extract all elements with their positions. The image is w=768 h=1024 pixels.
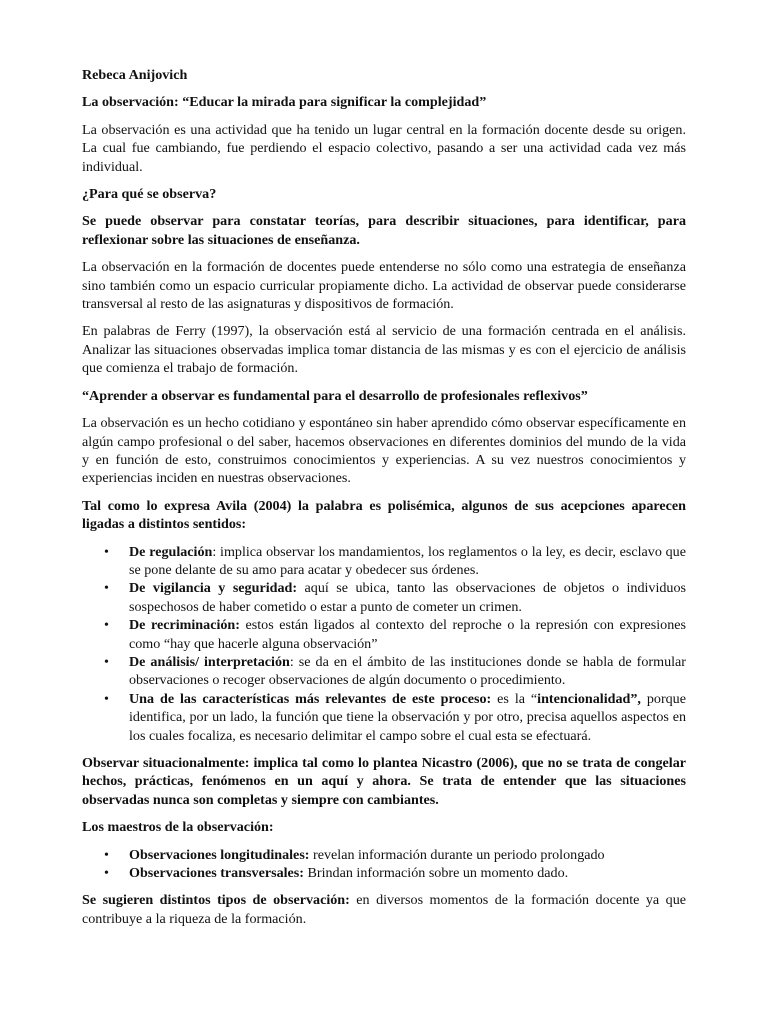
- list-item: [104, 579, 686, 616]
- list-item-text: : se da en el ámbito de las instituciones donde se habla de formular observaciones o recoger observaciones de algún documento o procedimiento.: [129, 653, 686, 689]
- paragraph-ferry: En palabras de Ferry (1997), la observación está al servicio de una formación centrada en el análisis. Analizar las situaciones observadas implica tomar distancia de las mismas y es con el ejercicio de análisis que comienza el trabajo de formación.: [82, 323, 686, 377]
- list-item-text: aquí se ubica, tanto las observaciones de objetos o individuos sospechosos de haber cometido o estar a punto de cometer un crimen.: [129, 580, 686, 615]
- list-item: [104, 543, 686, 580]
- paragraph-sugieren-term: Se sugieren distintos tipos de observación:: [82, 892, 350, 909]
- list-item-text: es la “: [491, 690, 538, 707]
- list-item-text: : implica observar los mandamientos, los reglamentos o la ley, es decir, esclavo que se pone delante de su amo para acatar y obedecer sus órdenes.: [129, 543, 686, 578]
- paragraph-formacion: La observación en la formación de docentes puede entenderse no sólo como una estrategia de enseñanza sino también como un espacio curricular propiamente dicho. La actividad de observar puede considerarse transversal al resto de las asignaturas y dispositivos de formación.: [82, 259, 686, 313]
- list-item-text: estos están ligados al contexto del reproche o la represión con expresiones como “hay que hacerle alguna observación”: [129, 617, 687, 652]
- list-item: [104, 690, 686, 745]
- list-item: [104, 616, 687, 653]
- list-item-term: Observaciones transversales:: [129, 865, 304, 882]
- author-name: Rebeca Anijovich: [82, 67, 188, 83]
- bullet-icon: •: [104, 580, 109, 597]
- observation-types-list: [82, 846, 686, 883]
- list-item-term: Una de las características más relevantes de este proceso:: [129, 690, 492, 707]
- bullet-icon: •: [104, 690, 109, 707]
- bullet-icon: •: [104, 846, 109, 863]
- question-heading: ¿Para qué se observa?: [82, 186, 217, 203]
- list-item: [104, 846, 686, 864]
- list-item-term: De regulación: [129, 543, 213, 560]
- list-item-term-intencionalidad: intencionalidad”,: [537, 690, 641, 707]
- bullet-icon: •: [104, 865, 109, 882]
- paragraph-sugieren-text: en diversos momentos de la formación docente ya que contribuye a la riqueza de la formación.: [82, 892, 686, 927]
- paragraph-avila: Tal como lo expresa Avila (2004) la palabra es polisémica, algunos de sus acepciones aparecen ligadas a distintos sentidos:: [82, 497, 686, 533]
- quote-heading: “Aprender a observar es fundamental para el desarrollo de profesionales reflexivos”: [82, 387, 588, 404]
- paragraph-nicastro: Observar situacionalmente: implica tal como lo plantea Nicastro (2006), que no se trata de congelar hechos, prácticas, fenómenos en un aquí y ahora. Se trata de entender que las situaciones observadas nunca son completas y siempre con cambiantes.: [82, 755, 686, 808]
- list-item-text: revelan información durante un periodo prolongado: [309, 846, 605, 863]
- bullet-icon: •: [104, 653, 109, 670]
- list-item-term: De recriminación:: [129, 617, 240, 634]
- list-item-term: De vigilancia y seguridad:: [129, 580, 298, 597]
- paragraph-purpose: Se puede observar para constatar teorías, para describir situaciones, para identificar, para reflexionar sobre las situaciones de enseñanza.: [82, 213, 686, 248]
- paragraph-sugieren: [82, 891, 686, 928]
- paragraph-intro: La observación es una actividad que ha tenido un lugar central en la formación docente desde su origen. La cual fue cambiando, fue perdiendo el espacio colectivo, pasando a ser una actividad cada vez más individual.: [82, 121, 686, 175]
- paragraph-cotidiano: La observación es un hecho cotidiano y espontáneo sin haber aprendido cómo observar específicamente en algún campo profesional o del saber, hacemos observaciones en diferentes dominios del mundo de la vida y en función de esto, construimos conocimientos y experiencias. A su vez nuestros conocimientos y experiencias inciden en nuestras observaciones.: [82, 415, 686, 487]
- list-item-term: Observaciones longitudinales:: [129, 846, 310, 863]
- meanings-list: [82, 543, 686, 745]
- maestros-heading: Los maestros de la observación:: [82, 819, 274, 836]
- list-item: [104, 653, 686, 690]
- document-title: La observación: “Educar la mirada para significar la complejidad”: [82, 94, 487, 111]
- list-item-term: De análisis/ interpretación: [129, 653, 290, 670]
- bullet-icon: •: [104, 543, 109, 560]
- bullet-icon: •: [104, 617, 109, 634]
- list-item-text: porque identifica, por un lado, la función que tiene la observación y por otro, precisa aquellos aspectos en los cuales focaliza, es necesario delimitar el campo sobre el cual esta se efectuará.: [129, 690, 686, 744]
- list-item-text: Brindan información sobre un momento dado.: [303, 865, 569, 882]
- list-item: [104, 864, 686, 882]
